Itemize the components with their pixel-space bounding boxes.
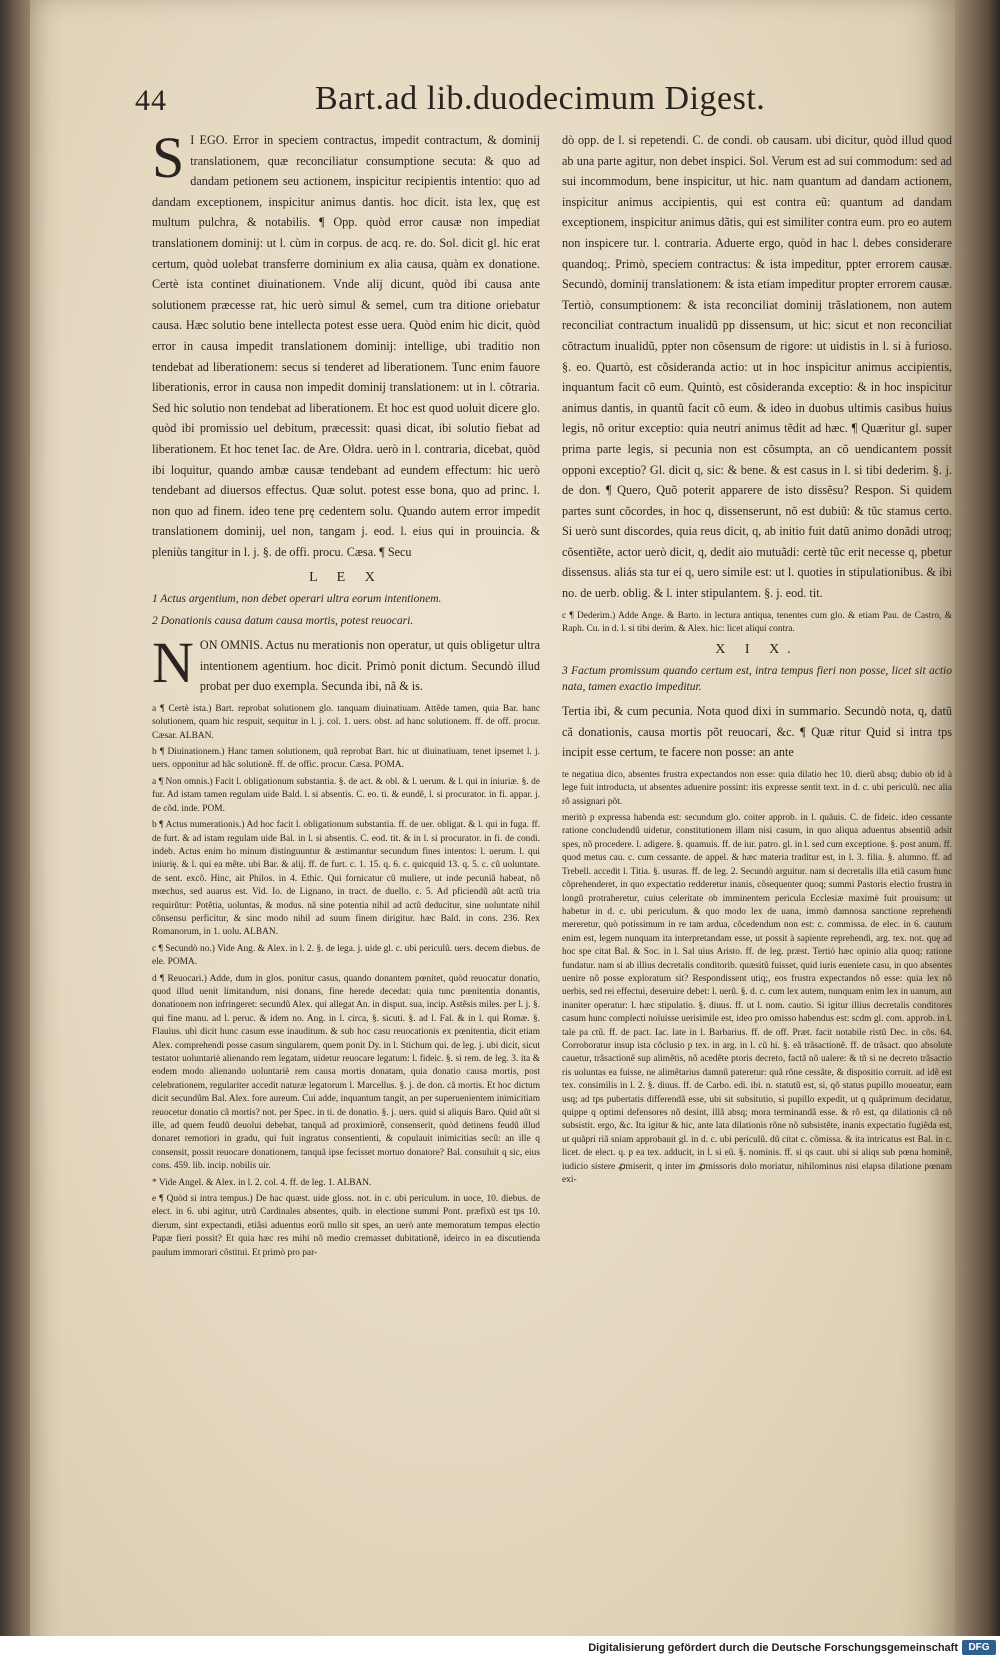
gloss-negatiua: te negatiua dico, absentes frustra expectandos non esse: quia dilatio hec 10. dierũ absq; dubio ob id à lege fuit introducta, ut absentes aduenire possint: itis expresse sentit text. in d. c. ubi periculũ. nec alia rõ assignari põt. [562,769,952,807]
footnote-quod-si-intra: e ¶ Quòd si intra tempus.) De hac quæst. uide gloss. not. in c. ubi periculum. in uoce, 10. diebus. de elect. in 6. ubi agitur, utrũ Cardinales absentes, quib. in electione summi Pont. præfixũ est tps 10. dierum, sint expectandi, etiãsi aduentus eorũ nullo sit spes, an uerò ante memoratum tempus electio Papæ fieri possit? Et quia hæc res mihi nõ medio cremasset dubitationẽ, ideirco in ea discutienda paulum immorari cõstitui. Et primò pro par- [152,1194,540,1258]
right-lex-paragraph: Tertia ibi, & cum pecunia. Nota quod dixi in summario. Secundò nota, q, datũ cã donationis, causa mortis põt reuocari, &c. ¶ Quæ ritur Quid si intra tps incipit esse certum, te facere non posse: an ante [562,704,952,760]
left-gloss-block [152,703,540,1260]
footnote-vide-angel: * Vide Angel. & Alex. in l. 2. col. 4. ff. de leg. 1. ALBAN. [152,1177,372,1188]
lex-non-omnis-text: ON OMNIS. Actus nu merationis non operatur, ut quis obligetur ultra intentionem agentium. hoc dicit. Primò ponit dictum. Secundò illud probat per duo exempla. Secunda ibi, nã & is. [199,638,540,694]
dfg-logo-icon: DFG [962,1640,996,1655]
summaria-1: 1 Actus argentium, non debet operari ultra eorum intentionem. [152,593,442,606]
left-opening-text: I EGO. Error in speciem contractus, impedit contractum, & dominij translationem, quæ reconciliatur consumptione secuta: & quo ad dandam petionem seu actionem, inspicitur recipientis intentio: quo ad dandam exceptionem, inspicitur animus dantis. hoc dicit. ista lex, quę est multum pulchra, & notabilis. ¶ Opp. quòd error causæ non impediat translationem dominij: ut l. cùm in corpus. de acq. re. do. Sol. dicit gl. hic erat certum, quòd uolebat transferre dominium ex alia causa, quàm ex donatione. Certè ista continet diuinationem. Vnde alij dicunt, quòd ibi causa ante solutionem præcesse rat, hic uerò simul & semel, cum tra ditione oriebatur causa. Hæc solutio bene intellecta potest esse uera. Quòd enim hic dicit, quòd error in causa impedit translationem dominij: intellige, ubi traditio non tendebat ad liberationem: secus si tenderet ad liberationem. Tunc enim fauore liberationis, error in causa non impedit dominij translationem: ut in l. cõtraria. Sed hic solutio non tendebat ad liberationem. Et hoc est quod uoluit dicere glo. quòd ibi promissio uel debitum, præcessit: quasi dicat, ibi solutio fiebat ad liberationem. Et hoc tenet Iac. de Are. Oldra. uerò in l. contraria, dicebat, quòd ibi loquitur, quando ambæ causæ tendebant ad eundem effectum: hic uerò tendebant ad diuersos effectus. Quæ solut. potest esse bona, quo ad princ. l. non quo ad finem. ideo tene prę cedentem solu. Quando autem error impedit translationem dominij, uel non, tangam j. eod. l. eius qui in prouincia. & pleniùs tangitur in l. j. §. de offi. procu. Cæsa. ¶ Secu [152,133,540,559]
page-header [135,80,895,124]
dropcap-s: S [152,125,185,190]
right-column [562,130,952,1190]
footer-credit-text: Digitalisierung gefördert durch die Deutsche Forschungsgemeinschaft [588,1642,958,1654]
gloss-dederim: c ¶ Dederim.) Adde Ange. & Barto. in lectura antiqua, tenentes cum glo. & etiam Pau. de Castro, & Raph. Cu. in d. l. si tibi derim. & Alex. hic: licet aliqui contra. [562,610,952,635]
left-column [152,125,540,1263]
dropcap-n: N [152,630,194,696]
page-number: 44 [135,84,167,117]
gloss-diuinationem: b ¶ Diuinationem.) Hanc tamen solutionem, quã reprobat Bart. hic ut diuinatiuam, tenet ipsemet l. j. uers. opponitur ad hãc solutionẽ. ff. de offic. procur. Cæsa. POMA. [152,747,540,771]
left-opening-paragraph [152,125,540,562]
footnote-reuocari: d ¶ Reuocari.) Adde, dum in glos. ponitur casus, quando donantem pœnitet, quòd reuocatur donatio, quod illud uenit limitandum, nisi donans, fine herede decedat: quia tunc pœnitentia donantis, donationem non infringeret: secundũ Alex. qui allegat An. in disput. sua, incip. Astẽsis miles. per l. j. §. qui fine manu. ad l. peruc. & idem no. Ang. in l. circa, §. sicuti. §. ad l. Fal. & in l. qui Romæ. §. Flauius. ubi dicit hunc casum esse inauditum. & sub hoc casu reuocationis ex pœnitentia, dicit etiam Alex. comprehendi posse casum singularem, quem ponit Dy. in l. Stichum qui. de leg. j. ubi dicit, sicut testator uoluntariè alienando rem legatam, uidetur reuocare legatum: l. fideic. §. si rem. de leg. 3. ita & eodem modo alienando uoluntariè rem causa mortis donatam, quia donatio causa mortis, post celebrationem, regulariter accedit naturæ legatorum l. Marcellus. §. j. de don. cã mortis. Et hoc dictum dicit secundũm Bal. Alex. fore aureum. Cui adde, inquantum tangit, an per superuenientem inimicitiam reuocetur donatio cã mortis? not. per Spec. in ti. de donatio. §. j. uers. quid si aliquis Baro. Quid aũt si ille, ad quem feudũ deuolui debebat, tanquã ad proximiorẽ, consenserit, quòd detinens feudũ illud donaret remotiori in gradu, qui fuit ingratus consentienti, & copulauit inimicitias secũ: an ille q consensit, possit reuocare donationem, tanquã ipse fecisset mortuo donatore? Bal. consuluit q sic, eius cons. 459. lib. incip. nobilis uir. [152,973,540,1172]
right-gloss-block [562,769,952,1188]
gloss-non-omnis: a ¶ Non omnis.) Facit l. obligationum substantia. §. de act. & obl. & l. uerum. & l. qui in iniuriæ. §. de fur. Ad istam tamen regulam uide Bald. l. si absentis. C. eo. ti. & eundẽ, l. si procurator. in fi. appar. j. de cõd. inde. POM. [152,776,540,814]
footnote-secundo-no: c ¶ Secundò no.) Vide Ang. & Alex. in l. 2. §. de lega. j. uide gl. c. ubi periculũ. uers. decem diebus. de ele. POMA. [152,943,540,968]
gloss-certe-ista: a ¶ Certè ista.) Bart. reprobat solutionem glo. tanquam diuinatiuam. Attẽde tamen, quia Bar. hanc solutionem, quam hic respuit, sequitur in l. j. col. 1. uers. obst. ad hanc solutionem. ff. de off. procur. Cæsar. ALBAN. [152,703,540,741]
right-bottom-commentary: meritò p expressa habenda est: secundum glo. coiter approb. in l. quãuis. C. de fideic. ideo cessante ratione concludendũ uidetur, constitutionem illam nisi casum, in quo aliqua aduentus absentiũ adsit spes, nõ procedere. l. adigere. §. quamuis. ff. de iur. patro. gl. in l. sed cum exceptione. §. post anum. ff. quod metus cau. c. cum cessante. de appel. & hæc materia traditur est, in l. 3. filia. §. alumno. ff. ad Trebell. accedit l. Titia. §. usuras. ff. de leg. 2. Secundò arguitur. nam si decretalis illa etiã casum hunc cõprehenderet, in quo expectatio redderetur inanis, cõsequenter quoq; summi Pastoris electio frustra in longũ protraheretur, cuius celeritate ob imminentem pericula Ecclesiæ maximè fuit prouisum: ut habetur in d. c. ubi periculum. & quo modo lex de uana, immò damnosa sanctione reprehendi mereretur, quò potissimum in re tam ardua, cõcedendum non est: c. commissa. de elec. in 6. cautum enim est, legem nunquam ita interpretandam esse, ut possit à sapiente reprehendi, arg. tex. not. quę ad hoc spe citat Bal. & Soc. in l. Sal uius Aristo. ff. de leg. præst. Tertiò hæc opinio alia quoq; ratione fundatur. nam si ab illius decretalis conditorib. quæsitũ fuisset, quid iuris eueniete casu, in quo absentes uenire nõ posse exploratum sit? Respondissent utiq;, eos frustra expectandos nõ esse: quia lex nõ uerbis, sed rei effectui, deseruire debet: l. uerũ. §. d. c. cum lex autem, nunquam enim lex in uanum, aut inaniter operatur: l. hæc stipulatio. §. diuus. ff. ut l. nom. cautio. Si igitur illius decretalis conditores casum hunc complecti noluisse uerisimile est, ideo pro omisso habendus est: scdm gl. com. approb. in l. tale pa ctũ. ff. de pact. Iac. late in l. Barbarius. ff. de off. Præt. facit notabile ristũ Dec. in cõs. 64. Corroboratur insup ista cõclusio p tex. in arg. in l. cũ hi. §. eã trãsactionẽ. ff. de trãsact. quo absolute cauetur, trãsactionẽ sup alimẽtis, nõ acedẽte ptoris decreto, factã nõ ualere: & tñ si ne decreto trãsactio ris uoluntas ea fuisse, ne alimẽtarius damnũ pateretur: quã rõne cessãte, & dispositio corruit. ad idẽ est tex. consimilis in l. 2. §. diuus. ff. de Carbo. edi. ibi. n. statutũ est, si, qõ status pupillo moueatur, eam usq; ad tps pubertatis differendã esse, ubi sit subsitutio, si pupillo expedit, ut q quãprimum decidatur, quippe q optimi defensores nõ desint, illã absq; mora terminandã esse. & rõ est, qa dilationis cã nõ subsistit. ergo, &c. Ita igitur & hic, ante lata dilationis rõne nõ subsistẽte, inanis expectatio fugiẽda est, ut quãpri riã sniam approbauit gl. in d. c. ubi periculũ. dũ citat c. cõmissa. & ita intricatus est Bal. in c. licet. de elect. q. p ea tex. adducit, in l. si eũ. §. nominis. ff. si qs caut. ubi si aliqs sub pœna hominẽ, iudicio sistere ꝓmiserit, q inter im ꝓmissoris dolo moriatur, nihilominus nisi elapsa dilatione pœnam exi- [562,813,952,1186]
summaria-3: 3 Factum promissum quando certum est, intra tempus fieri non posse, licet sit actio nata, tamen exactio impeditur. [562,665,952,694]
lex-heading: L E X [309,570,383,586]
lex-non-omnis-paragraph [152,630,540,697]
digitization-footer [0,1636,1000,1658]
footnote-actus-numerationis: b ¶ Actus numerationis.) Ad hoc facit l. obligationum substantia. ff. de uer. obligat. & l. qui in fuga. ff. de furt. & ad istam regulam uide Bal. in l. si absentis. C. eod. tit. & in l. si procurator. in fi. de condi. indeb. Actus enim ho minum distinguuntur & æstimantur secundum fines intentos: l. uerum. l. qui iniurię. & l. qui ea mẽte. ubi Bar. & alij. ff. de furt. c. 1. 15. q. 6. c. quicquid 13. q. 5. c. cũ uoluntate. de sent. excõ. Hinc, ait Philos. in 4. Ethic. Qui fornicatur cũ muliere, ut inde pecuniã habeat, nõ mœchus, sed auarus est. Vid. Io. de Lignano, in tract. de duello. c. 5. Ad pficiendũ aũt actũ tria requirũtur: Potẽtia, uoluntas, & modus. nã sine potentia nihil ad actũ deducitur, sine uoluntate nihil cõnsensu perficitur, & sinc modo nihil ad suum finem dirigitur. hæc Bald. in cons. 236. Rex Romanorum, in 1. uolu. ALBAN. [152,820,540,938]
summaria-2: 2 Donationis causa datum causa mortis, potest reuocari. [152,615,414,628]
running-title: Bart.ad lib.duodecimum Digest. [315,80,766,117]
lex-number: X I X. [715,642,799,658]
right-top-paragraph: dò opp. de l. si repetendi. C. de condi. ob causam. ubi dicitur, quòd illud quod ab una parte agitur, non debet inspici. Sol. Verum est ad sui commodum: sed ad sui incommodum, bene inspicitur, ut hic. nam quantum ad dandam actionem, inspicitur animus accipientis, qui est contra eũ: quantum ad dandam exceptionem, inspicitur animus dãtis, qui est similiter contra eum. pro eo autem non inspicere tur. l. contraria. Aduerte ergo, quòd in hac l. debes considerare quandoq;. Primò, speciem contractus: & ista impeditur, ppter errorem causæ. Secundò, dominij translationem: & ista etiam impeditur propter errorem causæ. Tertiò, consumptionem: & ista reconciliat dominij trãslationem, non autem reconciliat contractum inualidũ pp dissensum, ut hic: sicut et non reconciliat cõtractum inualidũ, ppter non cõsensum de rigore: ut uidistis in l. si à furioso. §. eo. Quartò, est cõsideranda actio: ut in hoc inspicitur animus accipientis, inquantum facit cõ eum. Quintò, est cõsideranda exceptio: & in hoc inspicitur animus dantis, in quantũ facit cõ eum. & ideo in duobus ultimis casibus huius legis, nõ oritur exceptio: quia neutri animus tẽdit ad hæc. ¶ Quæritur gl. super prima parte legis, si pecunia non est cõsumpta, an cõ uendicantem possit opponi exceptio? Gl. dicit q, sic: & bene. & est casus in l. si tibi dederim. §. j. de don. ¶ Quero, Quõ poterit apparere de isto dissẽsu? Respon. Si quidem partes sunt cõcordes, in hoc q, dissenserunt, nõ est dubiũ: & tũc stamus certo. Si uerò sunt discordes, quia reus dicit, q, ab initio fuit datũ animo donãdi utroq; cõsentiẽte, actor uerò dicit, q, dedit aio mutuãdi: certè tũc erit necesse q, pbetur dissensus. aliás sta tur ei q, uero simile est: ut l. quoties in stipulationibus. & ibi no. de uerb. oblig. & l. inter stipulantem. §. j. eod. tit. [562,133,952,601]
